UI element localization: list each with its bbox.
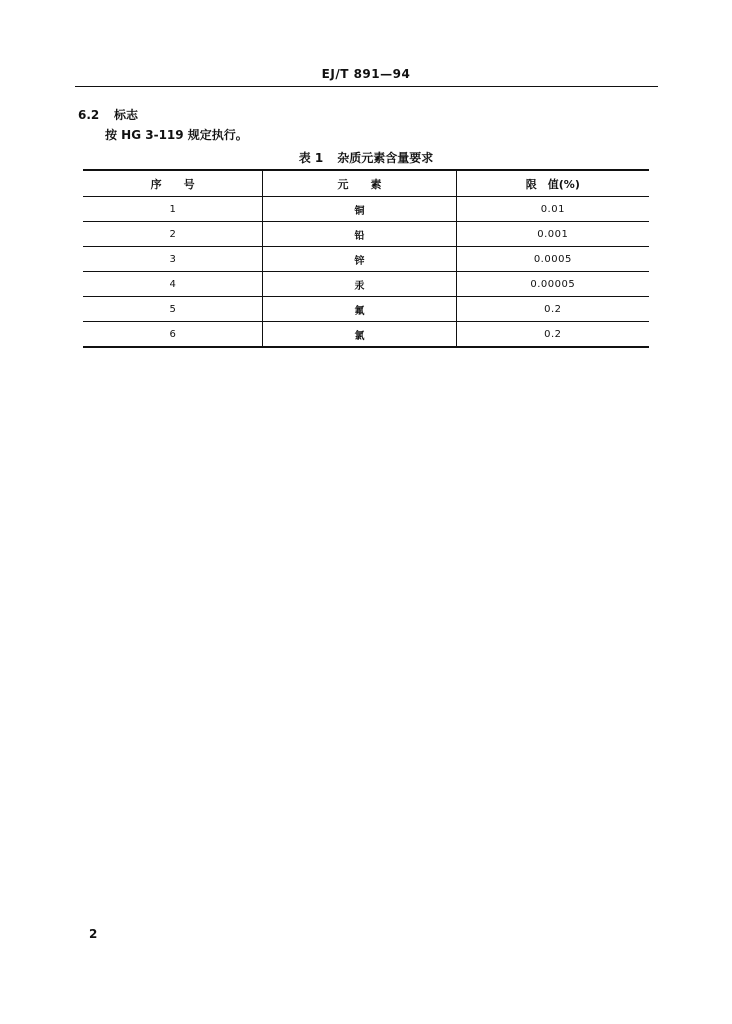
table-row [83, 297, 649, 322]
cell-limit: 0.0005 [456, 247, 649, 272]
cell-limit: 0.01 [456, 197, 649, 222]
cell-element: 铜 [263, 197, 456, 222]
header-rule [75, 86, 658, 87]
table-caption-title: 杂质元素含量要求 [337, 151, 434, 165]
table-header-row [83, 170, 649, 197]
document-code: EJ/T 891—94 [321, 67, 411, 81]
cell-index: 6 [83, 322, 263, 348]
cell-index: 5 [83, 297, 263, 322]
section-heading [78, 106, 138, 123]
table-row [83, 247, 649, 272]
column-header-index: 序 号 [83, 170, 263, 197]
table-row [83, 322, 649, 348]
cell-limit: 0.001 [456, 222, 649, 247]
section-title: 标志 [114, 108, 139, 122]
cell-element: 铅 [263, 222, 456, 247]
cell-element: 氟 [263, 297, 456, 322]
cell-element: 氯 [263, 322, 456, 348]
column-header-element: 元 素 [263, 170, 456, 197]
table-row [83, 197, 649, 222]
cell-index: 4 [83, 272, 263, 297]
cell-index: 3 [83, 247, 263, 272]
cell-index: 1 [83, 197, 263, 222]
cell-index: 2 [83, 222, 263, 247]
section-number: 6.2 [78, 108, 100, 122]
cell-element: 汞 [263, 272, 456, 297]
section-body-text: 按 HG 3-119 规定执行。 [105, 128, 248, 142]
cell-limit: 0.2 [456, 297, 649, 322]
cell-limit: 0.00005 [456, 272, 649, 297]
cell-limit: 0.2 [456, 322, 649, 348]
table-caption [0, 149, 732, 166]
cell-element: 锌 [263, 247, 456, 272]
column-header-limit: 限 值(%) [456, 170, 649, 197]
page-number: 2 [89, 927, 98, 941]
table-caption-number: 表 1 [298, 151, 324, 165]
table-row [83, 222, 649, 247]
table-row [83, 272, 649, 297]
impurity-requirements-table [83, 169, 649, 348]
